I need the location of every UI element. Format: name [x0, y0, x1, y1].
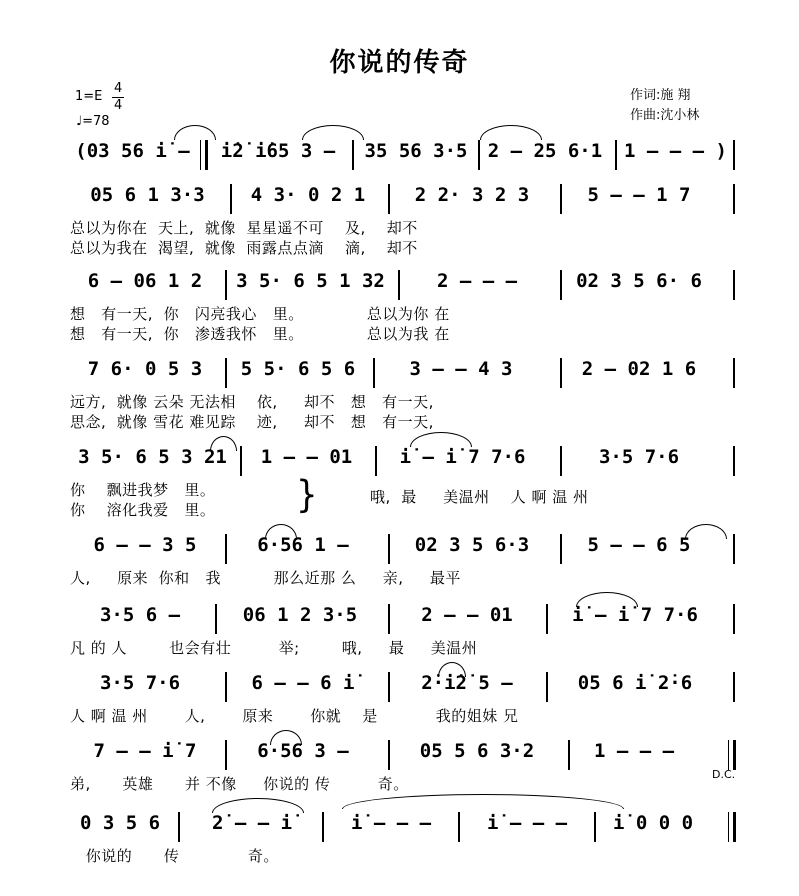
repeat-barline: [200, 140, 208, 170]
lyrics-verse-2: 总以为我在 渴望, 就像 雨露点点滴 滴, 却不: [70, 239, 418, 257]
lyricist: 作词:施 翔: [630, 88, 691, 103]
barline: [546, 672, 548, 702]
barline: [225, 534, 227, 564]
measure: i̇ – i̇ 7 7·6: [399, 446, 526, 468]
measure: 5 – – 6 5: [587, 534, 691, 556]
slur: [480, 125, 542, 140]
barline: [388, 534, 390, 564]
notes-line: [70, 446, 735, 476]
final-barline: [728, 812, 736, 842]
measure: i̇ 0 0 0: [612, 812, 694, 834]
measure: 2 – 02 1 6: [581, 358, 697, 380]
barline: [560, 446, 562, 476]
measure: 3 5· 6 5 1 32: [236, 270, 385, 292]
measure: 7 – – i̇ 7: [93, 740, 197, 762]
barline: [398, 270, 400, 300]
slur: [410, 432, 472, 447]
barline: [615, 140, 617, 170]
measure: 35 56 3·5: [364, 140, 468, 162]
slur: [270, 730, 302, 745]
barline: [733, 358, 735, 388]
measure: i̇ – – –: [486, 812, 568, 834]
lyrics: 你说的 传 奇。: [70, 847, 279, 865]
barline: [560, 270, 562, 300]
measure: 1 – – – ): [624, 140, 727, 162]
measure: 02 3 5 6·3: [414, 534, 530, 556]
measure: 05 5 6 3·2: [419, 740, 535, 762]
barline: [388, 604, 390, 634]
barline: [225, 358, 227, 388]
lyrics-verse-1: 你 飘进我梦 里。: [70, 481, 216, 499]
credits: [630, 86, 699, 126]
measure: 7 6· 0 5 3: [87, 358, 203, 380]
score-row: [70, 358, 735, 431]
lyrics-verse-1: 总以为你在 天上, 就像 星星遥不可 及, 却不: [70, 219, 418, 237]
measure: 2 – – 01: [421, 604, 513, 626]
slur: [174, 125, 216, 140]
measure: 2̇·i̇2̇ 5 –: [421, 672, 513, 694]
measure: 6·56 3 –: [257, 740, 349, 762]
measure: 05 6 i̇ 2̇·6: [577, 672, 693, 694]
measure: i̇ – – –: [350, 812, 432, 834]
notes-line: [70, 184, 735, 214]
composer: 作曲:沈小林: [630, 108, 700, 123]
lyrics-refrain: 哦, 最 美温州 人 啊 温 州: [370, 488, 589, 506]
barline: [560, 358, 562, 388]
lyrics: 人 啊 温 州 人, 原来 你就 是 我的姐妹 兄: [70, 707, 519, 725]
lyrics-verse-1: 远方, 就像 云朵 无法相 依, 却不 想 有一天,: [70, 393, 434, 411]
barline: [225, 740, 227, 770]
measure: 5 5· 6 5 6: [240, 358, 356, 380]
slur: [685, 524, 727, 539]
slur: [438, 662, 466, 677]
lyrics-verse-1: 想 有一天, 你 闪亮我心 里。 总以为你 在: [70, 305, 450, 323]
barline: [560, 534, 562, 564]
measure: 05 6 1 3·3: [90, 184, 205, 206]
barline: [352, 140, 354, 170]
barline: [178, 812, 180, 842]
barline: [733, 270, 735, 300]
score-row-coda: [70, 812, 735, 865]
measure: 0 3 5 6: [79, 812, 161, 834]
score-row: [70, 446, 735, 519]
barline: [225, 672, 227, 702]
score-row: [70, 672, 735, 725]
barline: [546, 604, 548, 634]
notes-line: [70, 740, 735, 770]
measure: 4 3· 0 2 1: [250, 184, 366, 206]
score-row: [70, 740, 735, 793]
barline: [560, 184, 562, 214]
measure: 6 – – 6 i̇: [251, 672, 355, 694]
key-signature: 1=E: [75, 89, 103, 104]
measure: 2 – – –: [436, 270, 518, 292]
measure: 6·56 1 –: [257, 534, 349, 556]
barline: [225, 270, 227, 300]
lyrics-verse-2: 你 溶化我爱 里。: [70, 501, 216, 519]
barline: [733, 446, 735, 476]
measure: 6 – – 3 5: [93, 534, 197, 556]
measure: 06 1 2 3·5: [242, 604, 358, 626]
barline: [733, 184, 735, 214]
barline: [458, 812, 460, 842]
slur: [210, 436, 237, 451]
lyrics: 弟, 英雄 并 不像 你说的 传 奇。: [70, 775, 409, 793]
measure: i̇ – i̇ 7 7·6: [572, 604, 698, 626]
measure: 3·5 6 –: [99, 604, 181, 626]
song-title: 你说的传奇: [329, 48, 470, 78]
measure: 3·5 7·6: [598, 446, 680, 468]
barline: [733, 604, 735, 634]
slur: [265, 524, 297, 539]
verse-brace: }: [296, 473, 318, 517]
notes-line: [70, 604, 735, 634]
notes-line: [70, 534, 735, 564]
barline: [594, 812, 596, 842]
tie: [342, 794, 624, 809]
lyrics: 凡 的 人 也会有壮 举; 哦, 最 美温州: [70, 639, 478, 657]
tempo-marking: ♩=78: [76, 114, 110, 129]
score-row-intro: [70, 140, 735, 190]
barline: [733, 672, 735, 702]
score-row: [70, 270, 735, 343]
measure: 2̇ – – i̇: [211, 812, 293, 834]
barline: [373, 358, 375, 388]
barline: [733, 534, 735, 564]
slur: [302, 125, 364, 140]
lyrics-verse-2: 思念, 就像 雪花 难见踪 迹, 却不 想 有一天,: [70, 413, 434, 431]
measure: 1 – – 01: [260, 446, 353, 468]
tie: [212, 798, 304, 813]
time-signature-bottom: 4: [114, 98, 123, 113]
measure: 3 5· 6 5 3 21: [78, 446, 227, 468]
notes-line: [70, 270, 735, 300]
barline: [375, 446, 377, 476]
barline: [240, 446, 242, 476]
notes-line: [70, 140, 735, 170]
da-capo-marking: D.C.: [712, 768, 736, 781]
measure: (03 56 i̇ –: [75, 140, 190, 162]
measure: 02 3 5 6· 6: [576, 270, 702, 292]
measure: 2 – 25 6·1: [487, 140, 603, 162]
barline: [322, 812, 324, 842]
measure: 3·5 7·6: [99, 672, 181, 694]
notes-line: [70, 672, 735, 702]
notes-line: [70, 358, 735, 388]
lyrics: 人, 原来 你和 我 那么近那 么 亲, 最平: [70, 569, 461, 587]
barline: [388, 740, 390, 770]
measure: 6 – 06 1 2: [87, 270, 203, 292]
score-row: [70, 604, 735, 657]
measure: 2 2· 3 2 3: [414, 184, 530, 206]
barline: [230, 184, 232, 214]
notes-line: [70, 812, 735, 842]
final-barline: [728, 740, 736, 770]
score-row: [70, 534, 735, 587]
barline: [568, 740, 570, 770]
measure: 3 – – 4 3: [409, 358, 513, 380]
measure: 1 – – –: [593, 740, 675, 762]
barline: [733, 140, 735, 170]
slur: [576, 592, 638, 607]
barline: [388, 672, 390, 702]
time-signature-top: 4: [114, 81, 123, 96]
barline: [388, 184, 390, 214]
measure: 5 – – 1 7: [587, 184, 691, 206]
lyrics-verse-2: 想 有一天, 你 渗透我怀 里。 总以为我 在: [70, 325, 450, 343]
score-row: [70, 184, 735, 257]
barline: [215, 604, 217, 634]
measure: i̇2̇ i̇65 3 –: [220, 140, 336, 162]
